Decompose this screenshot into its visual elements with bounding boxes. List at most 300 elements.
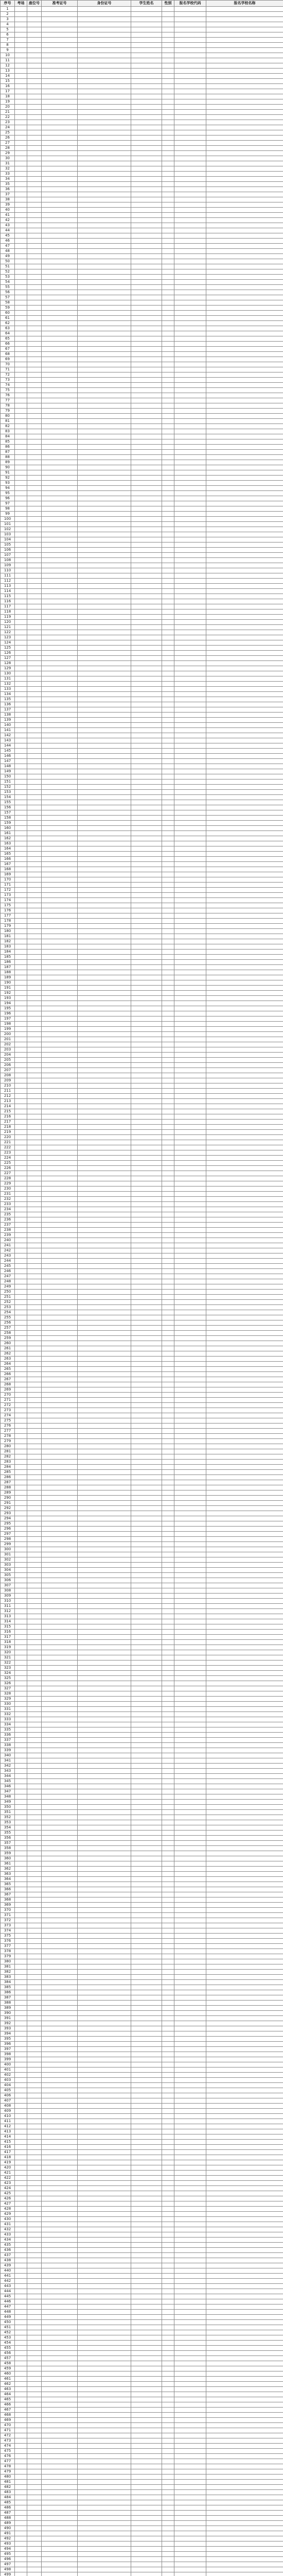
cell-school-code bbox=[174, 465, 206, 470]
table-row bbox=[1, 1454, 283, 1460]
cell-seq: 64 bbox=[1, 331, 15, 336]
cell-student-name bbox=[131, 2361, 162, 2366]
cell-school-name bbox=[206, 527, 283, 532]
cell-seq: 448 bbox=[1, 2310, 15, 2315]
cell-student-name bbox=[131, 275, 162, 280]
cell-seat-number bbox=[27, 84, 42, 89]
cell-id-number bbox=[78, 893, 131, 898]
cell-school-name bbox=[206, 1506, 283, 1511]
cell-seat-number bbox=[27, 1702, 42, 1707]
cell-exam-room bbox=[15, 1774, 27, 1779]
cell-seat-number bbox=[27, 1660, 42, 1666]
cell-student-name bbox=[131, 1176, 162, 1181]
cell-school-name bbox=[206, 1897, 283, 1903]
cell-school-name bbox=[206, 1789, 283, 1794]
cell-gender bbox=[162, 764, 174, 769]
cell-school-name bbox=[206, 1109, 283, 1114]
cell-exam-room bbox=[15, 718, 27, 723]
cell-seat-number bbox=[27, 1042, 42, 1047]
cell-seq: 381 bbox=[1, 1964, 15, 1970]
table-row bbox=[1, 372, 283, 378]
cell-gender bbox=[162, 2073, 174, 2078]
cell-gender bbox=[162, 1959, 174, 1964]
cell-exam-room bbox=[15, 2310, 27, 2315]
table-row bbox=[1, 1934, 283, 1939]
cell-seat-number bbox=[27, 1825, 42, 1831]
cell-gender bbox=[162, 177, 174, 182]
cell-id-number bbox=[78, 38, 131, 43]
cell-exam-room bbox=[15, 2026, 27, 2031]
cell-school-name bbox=[206, 1099, 283, 1104]
cell-exam-room bbox=[15, 383, 27, 388]
cell-seat-number bbox=[27, 1727, 42, 1733]
table-row bbox=[1, 2557, 283, 2562]
cell-id-number bbox=[78, 913, 131, 919]
cell-student-name bbox=[131, 2330, 162, 2335]
cell-seat-number bbox=[27, 125, 42, 130]
cell-seat-number bbox=[27, 1465, 42, 1470]
cell-school-name bbox=[206, 1470, 283, 1475]
table-row bbox=[1, 1346, 283, 1351]
cell-school-code bbox=[174, 1542, 206, 1547]
cell-id-number bbox=[78, 2459, 131, 2464]
cell-id-number bbox=[78, 733, 131, 738]
table-row bbox=[1, 1691, 283, 1697]
cell-school-code bbox=[174, 1614, 206, 1619]
cell-seq: 118 bbox=[1, 609, 15, 615]
cell-school-code bbox=[174, 1697, 206, 1702]
cell-seat-number bbox=[27, 223, 42, 228]
cell-student-name bbox=[131, 79, 162, 84]
cell-school-code bbox=[174, 1326, 206, 1331]
cell-exam-room bbox=[15, 213, 27, 218]
table-row bbox=[1, 1470, 283, 1475]
cell-student-name bbox=[131, 1676, 162, 1681]
table-row bbox=[1, 197, 283, 202]
cell-id-number bbox=[78, 620, 131, 625]
cell-admission-number bbox=[42, 1501, 78, 1506]
cell-school-name bbox=[206, 929, 283, 934]
table-row bbox=[1, 1511, 283, 1516]
cell-seat-number bbox=[27, 888, 42, 893]
cell-admission-number bbox=[42, 2021, 78, 2026]
cell-seq: 451 bbox=[1, 2325, 15, 2330]
cell-admission-number bbox=[42, 609, 78, 615]
cell-exam-room bbox=[15, 898, 27, 903]
cell-school-name bbox=[206, 2423, 283, 2428]
cell-exam-room bbox=[15, 130, 27, 135]
cell-exam-room bbox=[15, 1094, 27, 1099]
cell-seq: 271 bbox=[1, 1398, 15, 1403]
cell-seat-number bbox=[27, 172, 42, 177]
cell-id-number bbox=[78, 1552, 131, 1557]
cell-gender bbox=[162, 723, 174, 728]
cell-school-code bbox=[174, 2469, 206, 2475]
cell-seq: 270 bbox=[1, 1393, 15, 1398]
cell-seat-number bbox=[27, 2238, 42, 2243]
cell-seat-number bbox=[27, 1691, 42, 1697]
cell-school-name bbox=[206, 666, 283, 671]
cell-id-number bbox=[78, 79, 131, 84]
cell-school-code bbox=[174, 218, 206, 223]
cell-admission-number bbox=[42, 2335, 78, 2341]
cell-seat-number bbox=[27, 1630, 42, 1635]
cell-id-number bbox=[78, 2253, 131, 2258]
cell-seat-number bbox=[27, 187, 42, 192]
table-row bbox=[1, 22, 283, 27]
cell-admission-number bbox=[42, 1192, 78, 1197]
cell-seq: 263 bbox=[1, 1357, 15, 1362]
cell-school-name bbox=[206, 429, 283, 434]
cell-id-number bbox=[78, 1341, 131, 1346]
cell-school-code bbox=[174, 2382, 206, 2387]
cell-seq: 99 bbox=[1, 512, 15, 517]
cell-admission-number bbox=[42, 790, 78, 795]
cell-school-code bbox=[174, 579, 206, 584]
cell-gender bbox=[162, 1872, 174, 1877]
cell-seat-number bbox=[27, 1485, 42, 1490]
cell-seq: 479 bbox=[1, 2469, 15, 2475]
cell-seq: 54 bbox=[1, 280, 15, 285]
cell-student-name bbox=[131, 635, 162, 640]
cell-admission-number bbox=[42, 1897, 78, 1903]
cell-student-name bbox=[131, 1748, 162, 1753]
cell-id-number bbox=[78, 661, 131, 666]
cell-seat-number bbox=[27, 697, 42, 702]
cell-school-name bbox=[206, 2021, 283, 2026]
cell-exam-room bbox=[15, 244, 27, 249]
cell-gender bbox=[162, 769, 174, 774]
cell-admission-number bbox=[42, 1738, 78, 1743]
cell-student-name bbox=[131, 2114, 162, 2119]
cell-seat-number bbox=[27, 1279, 42, 1284]
cell-seq: 306 bbox=[1, 1578, 15, 1583]
cell-id-number bbox=[78, 347, 131, 352]
cell-id-number bbox=[78, 769, 131, 774]
cell-gender bbox=[162, 568, 174, 573]
cell-seat-number bbox=[27, 2310, 42, 2315]
cell-school-code bbox=[174, 671, 206, 676]
cell-student-name bbox=[131, 1908, 162, 1913]
cell-school-name bbox=[206, 2335, 283, 2341]
cell-gender bbox=[162, 2098, 174, 2104]
cell-id-number bbox=[78, 2464, 131, 2469]
cell-seq: 331 bbox=[1, 1707, 15, 1712]
cell-id-number bbox=[78, 2299, 131, 2304]
cell-admission-number bbox=[42, 1583, 78, 1588]
cell-exam-room bbox=[15, 543, 27, 548]
cell-gender bbox=[162, 1197, 174, 1202]
cell-exam-room bbox=[15, 980, 27, 986]
cell-gender bbox=[162, 857, 174, 862]
cell-school-name bbox=[206, 1640, 283, 1645]
cell-student-name bbox=[131, 1454, 162, 1460]
cell-exam-room bbox=[15, 2495, 27, 2500]
cell-seq: 391 bbox=[1, 2016, 15, 2021]
cell-exam-room bbox=[15, 1563, 27, 1568]
cell-seq: 53 bbox=[1, 275, 15, 280]
table-row bbox=[1, 1944, 283, 1949]
cell-exam-room bbox=[15, 1187, 27, 1192]
cell-admission-number bbox=[42, 1465, 78, 1470]
cell-seq: 454 bbox=[1, 2341, 15, 2346]
cell-gender bbox=[162, 166, 174, 172]
cell-id-number bbox=[78, 321, 131, 326]
cell-seat-number bbox=[27, 1892, 42, 1897]
table-row bbox=[1, 1171, 283, 1176]
cell-school-name bbox=[206, 532, 283, 537]
cell-school-name bbox=[206, 460, 283, 465]
cell-id-number bbox=[78, 1764, 131, 1769]
table-row bbox=[1, 2109, 283, 2114]
table-row bbox=[1, 1645, 283, 1650]
cell-id-number bbox=[78, 908, 131, 913]
cell-school-name bbox=[206, 1408, 283, 1413]
cell-student-name bbox=[131, 950, 162, 955]
table-row bbox=[1, 1449, 283, 1454]
cell-admission-number bbox=[42, 1068, 78, 1073]
cell-student-name bbox=[131, 151, 162, 156]
cell-admission-number bbox=[42, 74, 78, 79]
cell-school-name bbox=[206, 1016, 283, 1022]
cell-exam-room bbox=[15, 110, 27, 115]
cell-exam-room bbox=[15, 692, 27, 697]
cell-admission-number bbox=[42, 130, 78, 135]
cell-school-code bbox=[174, 996, 206, 1001]
table-row bbox=[1, 682, 283, 687]
cell-seat-number bbox=[27, 2387, 42, 2392]
cell-school-code bbox=[174, 2253, 206, 2258]
cell-school-name bbox=[206, 903, 283, 908]
cell-gender bbox=[162, 908, 174, 913]
cell-school-name bbox=[206, 130, 283, 135]
table-row bbox=[1, 1279, 283, 1284]
cell-exam-room bbox=[15, 115, 27, 120]
cell-student-name bbox=[131, 1470, 162, 1475]
cell-student-name bbox=[131, 336, 162, 342]
cell-seq: 325 bbox=[1, 1676, 15, 1681]
cell-admission-number bbox=[42, 1037, 78, 1042]
cell-student-name bbox=[131, 2567, 162, 2572]
cell-student-name bbox=[131, 2001, 162, 2006]
cell-gender bbox=[162, 1619, 174, 1624]
cell-seq: 350 bbox=[1, 1805, 15, 1810]
cell-seat-number bbox=[27, 1609, 42, 1614]
cell-student-name bbox=[131, 1774, 162, 1779]
cell-gender bbox=[162, 2001, 174, 2006]
cell-seat-number bbox=[27, 2567, 42, 2572]
cell-school-name bbox=[206, 1243, 283, 1248]
cell-seat-number bbox=[27, 1439, 42, 1444]
cell-admission-number bbox=[42, 1753, 78, 1758]
table-row bbox=[1, 805, 283, 810]
cell-seq: 431 bbox=[1, 2222, 15, 2227]
table-row bbox=[1, 2485, 283, 2490]
cell-student-name bbox=[131, 1135, 162, 1140]
cell-seat-number bbox=[27, 1429, 42, 1434]
table-row bbox=[1, 1387, 283, 1393]
cell-seq: 410 bbox=[1, 2114, 15, 2119]
cell-gender bbox=[162, 1248, 174, 1253]
table-row bbox=[1, 259, 283, 264]
table-row bbox=[1, 58, 283, 63]
cell-id-number bbox=[78, 2243, 131, 2248]
cell-admission-number bbox=[42, 1310, 78, 1315]
cell-seq: 246 bbox=[1, 1269, 15, 1274]
cell-gender bbox=[162, 1614, 174, 1619]
cell-admission-number bbox=[42, 877, 78, 883]
cell-school-code bbox=[174, 17, 206, 22]
cell-seat-number bbox=[27, 1619, 42, 1624]
cell-seat-number bbox=[27, 1604, 42, 1609]
table-row bbox=[1, 2541, 283, 2547]
cell-id-number bbox=[78, 2011, 131, 2016]
table-row bbox=[1, 2268, 283, 2274]
cell-admission-number bbox=[42, 38, 78, 43]
cell-gender bbox=[162, 965, 174, 970]
cell-student-name bbox=[131, 2093, 162, 2098]
table-row bbox=[1, 331, 283, 336]
cell-id-number bbox=[78, 1805, 131, 1810]
cell-seq: 352 bbox=[1, 1815, 15, 1820]
cell-school-name bbox=[206, 718, 283, 723]
cell-admission-number bbox=[42, 429, 78, 434]
cell-admission-number bbox=[42, 424, 78, 429]
cell-seq: 161 bbox=[1, 831, 15, 836]
cell-exam-room bbox=[15, 99, 27, 105]
cell-gender bbox=[162, 1691, 174, 1697]
cell-seat-number bbox=[27, 2428, 42, 2433]
cell-id-number bbox=[78, 1614, 131, 1619]
cell-seq: 78 bbox=[1, 403, 15, 409]
cell-student-name bbox=[131, 728, 162, 733]
cell-school-name bbox=[206, 2294, 283, 2299]
cell-seq: 428 bbox=[1, 2207, 15, 2212]
cell-gender bbox=[162, 2315, 174, 2320]
cell-student-name bbox=[131, 517, 162, 522]
table-row bbox=[1, 666, 283, 671]
table-row bbox=[1, 579, 283, 584]
cell-exam-room bbox=[15, 2371, 27, 2377]
cell-gender bbox=[162, 975, 174, 980]
cell-admission-number bbox=[42, 2464, 78, 2469]
cell-school-name bbox=[206, 2088, 283, 2093]
cell-school-name bbox=[206, 1836, 283, 1841]
cell-student-name bbox=[131, 1918, 162, 1923]
cell-student-name bbox=[131, 718, 162, 723]
cell-school-code bbox=[174, 1882, 206, 1887]
cell-id-number bbox=[78, 1248, 131, 1253]
cell-admission-number bbox=[42, 1717, 78, 1722]
cell-exam-room bbox=[15, 2469, 27, 2475]
cell-id-number bbox=[78, 589, 131, 594]
cell-student-name bbox=[131, 1521, 162, 1527]
cell-admission-number bbox=[42, 1439, 78, 1444]
cell-seq: 478 bbox=[1, 2464, 15, 2469]
cell-student-name bbox=[131, 22, 162, 27]
cell-school-name bbox=[206, 2531, 283, 2536]
table-row bbox=[1, 1187, 283, 1192]
cell-admission-number bbox=[42, 1135, 78, 1140]
table-row bbox=[1, 1393, 283, 1398]
cell-id-number bbox=[78, 1841, 131, 1846]
cell-school-name bbox=[206, 2526, 283, 2531]
cell-id-number bbox=[78, 1660, 131, 1666]
cell-admission-number bbox=[42, 1712, 78, 1717]
cell-gender bbox=[162, 1223, 174, 1228]
cell-id-number bbox=[78, 1099, 131, 1104]
cell-school-name bbox=[206, 1429, 283, 1434]
cell-school-code bbox=[174, 2299, 206, 2304]
cell-admission-number bbox=[42, 594, 78, 599]
cell-gender bbox=[162, 2531, 174, 2536]
cell-gender bbox=[162, 2232, 174, 2238]
cell-seq: 320 bbox=[1, 1650, 15, 1655]
cell-school-code bbox=[174, 1217, 206, 1223]
table-row bbox=[1, 1918, 283, 1923]
cell-exam-room bbox=[15, 1058, 27, 1063]
table-row bbox=[1, 1985, 283, 1990]
cell-id-number bbox=[78, 99, 131, 105]
cell-school-name bbox=[206, 1418, 283, 1423]
cell-exam-room bbox=[15, 707, 27, 713]
cell-exam-room bbox=[15, 1104, 27, 1109]
cell-seq: 300 bbox=[1, 1547, 15, 1552]
cell-seq: 490 bbox=[1, 2526, 15, 2531]
cell-student-name bbox=[131, 1959, 162, 1964]
cell-admission-number bbox=[42, 1707, 78, 1712]
cell-school-name bbox=[206, 1058, 283, 1063]
cell-id-number bbox=[78, 398, 131, 403]
cell-seq: 282 bbox=[1, 1454, 15, 1460]
cell-exam-room bbox=[15, 671, 27, 676]
cell-admission-number bbox=[42, 604, 78, 609]
cell-id-number bbox=[78, 2171, 131, 2176]
cell-gender bbox=[162, 378, 174, 383]
cell-seq: 229 bbox=[1, 1181, 15, 1187]
cell-school-code bbox=[174, 311, 206, 316]
cell-id-number bbox=[78, 1161, 131, 1166]
cell-seat-number bbox=[27, 2371, 42, 2377]
cell-school-code bbox=[174, 1619, 206, 1624]
cell-student-name bbox=[131, 378, 162, 383]
cell-school-name bbox=[206, 944, 283, 950]
cell-admission-number bbox=[42, 522, 78, 527]
cell-student-name bbox=[131, 1660, 162, 1666]
cell-school-name bbox=[206, 2186, 283, 2191]
cell-gender bbox=[162, 429, 174, 434]
cell-exam-room bbox=[15, 2505, 27, 2511]
cell-seat-number bbox=[27, 1011, 42, 1016]
cell-school-code bbox=[174, 1485, 206, 1490]
cell-admission-number bbox=[42, 48, 78, 53]
cell-gender bbox=[162, 779, 174, 785]
cell-seat-number bbox=[27, 486, 42, 491]
table-row bbox=[1, 986, 283, 991]
cell-student-name bbox=[131, 759, 162, 764]
cell-exam-room bbox=[15, 867, 27, 872]
cell-school-code bbox=[174, 1042, 206, 1047]
cell-seq: 105 bbox=[1, 543, 15, 548]
cell-id-number bbox=[78, 2531, 131, 2536]
cell-seat-number bbox=[27, 2500, 42, 2505]
cell-seat-number bbox=[27, 2485, 42, 2490]
cell-school-code bbox=[174, 1537, 206, 1542]
cell-admission-number bbox=[42, 17, 78, 22]
cell-id-number bbox=[78, 94, 131, 99]
cell-id-number bbox=[78, 1887, 131, 1892]
cell-exam-room bbox=[15, 1867, 27, 1872]
